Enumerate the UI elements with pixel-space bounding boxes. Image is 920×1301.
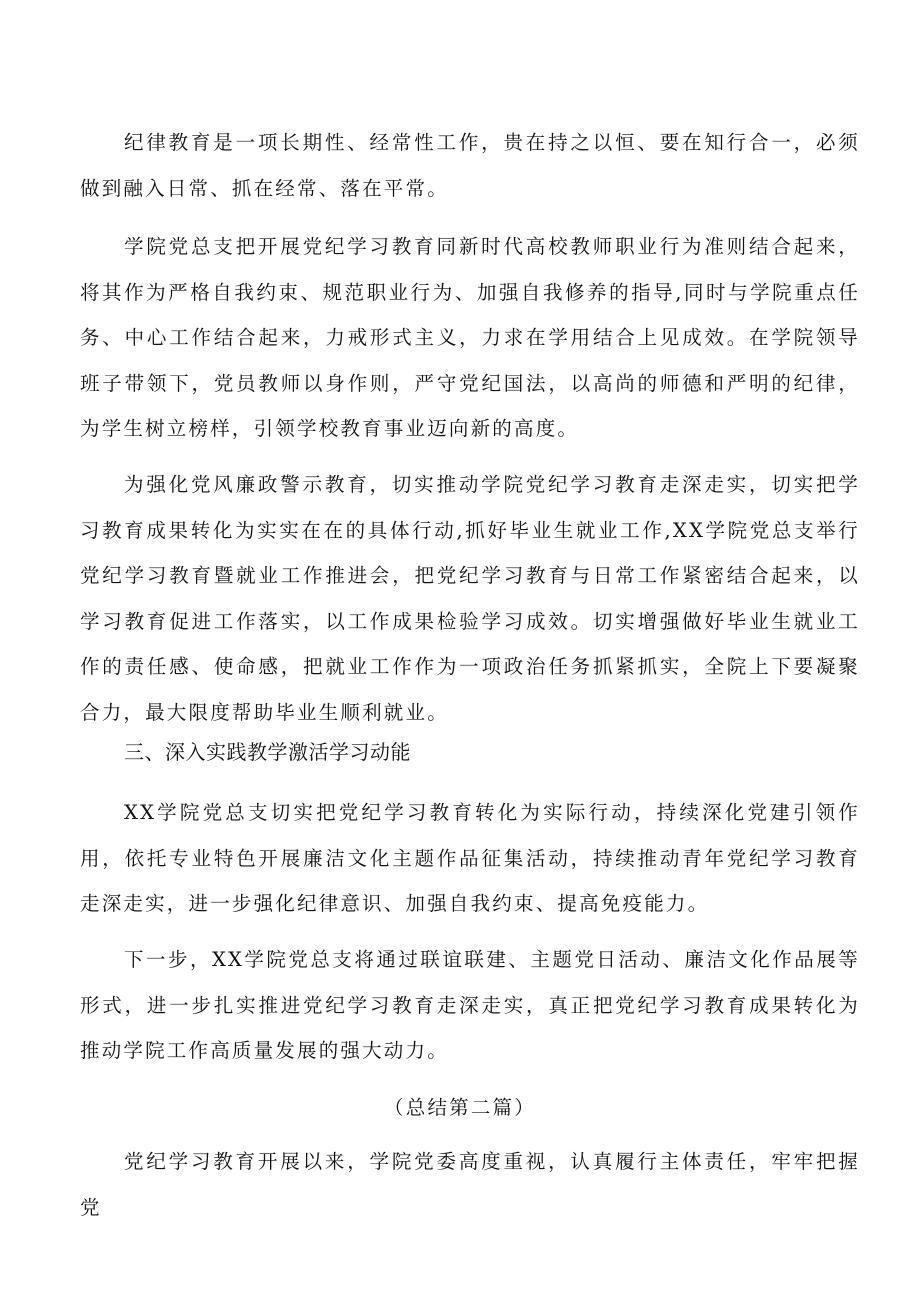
paragraph-teacher-conduct: 学院党总支把开展党纪学习教育同新时代高校教师职业行为准则结合起来，将其作为严格自我约束、规范职业行为、加强自我修养的指导,同时与学院重点任务、中心工作结合起来，力戒形式主义，力求在学用结合上见成效。在学院领导班子带领下，党员教师以身作则，严守党纪国法，以高尚的师德和严明的纪律，为学生树立榜样，引领学校教育事业迈向新的高度。 — [80, 235, 860, 440]
paragraph-next-steps: 下一步，XX学院党总支将通过联谊联建、主题党日活动、廉洁文化作品展等形式，进一步扎实推进党纪学习教育走深走实，真正把党纪学习教育成果转化为推动学院工作高质量发展的强大动力。 — [80, 948, 860, 1062]
section-heading: 三、深入实践教学激活学习动能 — [124, 740, 411, 764]
paragraph-discipline-education: 纪律教育是一项长期性、经常性工作，贵在持之以恒、要在知行合一，必须做到融入日常、抓在经常、落在平常。 — [80, 131, 860, 200]
subtitle-second-summary: （总结第二篇） — [384, 1096, 536, 1119]
paragraph-practice-teaching: XX学院党总支切实把党纪学习教育转化为实际行动，持续深化党建引领作用，依托专业特色开展廉洁文化主题作品征集活动，持续推动青年党纪学习教育走深走实，进一步强化纪律意识、加强自我约束、提高免疫能力。 — [80, 801, 860, 915]
paragraph-closing-partial: 党纪学习教育开展以来，学院党委高度重视，认真履行主体责任，牢牢把握党 — [80, 1150, 860, 1219]
paragraph-employment-meeting: 为强化党风廉政警示教育，切实推动学院党纪学习教育走深走实，切实把学习教育成果转化为实实在在的具体行动,抓好毕业生就业工作,XX学院党总支举行党纪学习教育暨就业工作推进会，把党纪学习教育与日常工作紧密结合起来，以学习教育促进工作落实，以工作成果检验学习成效。切实增强做好毕业生就业工作的责任感、使命感，把就业工作作为一项政治任务抓紧抓实，全院上下要凝聚合力，最大限度帮助毕业生顺利就业。 — [80, 473, 860, 724]
